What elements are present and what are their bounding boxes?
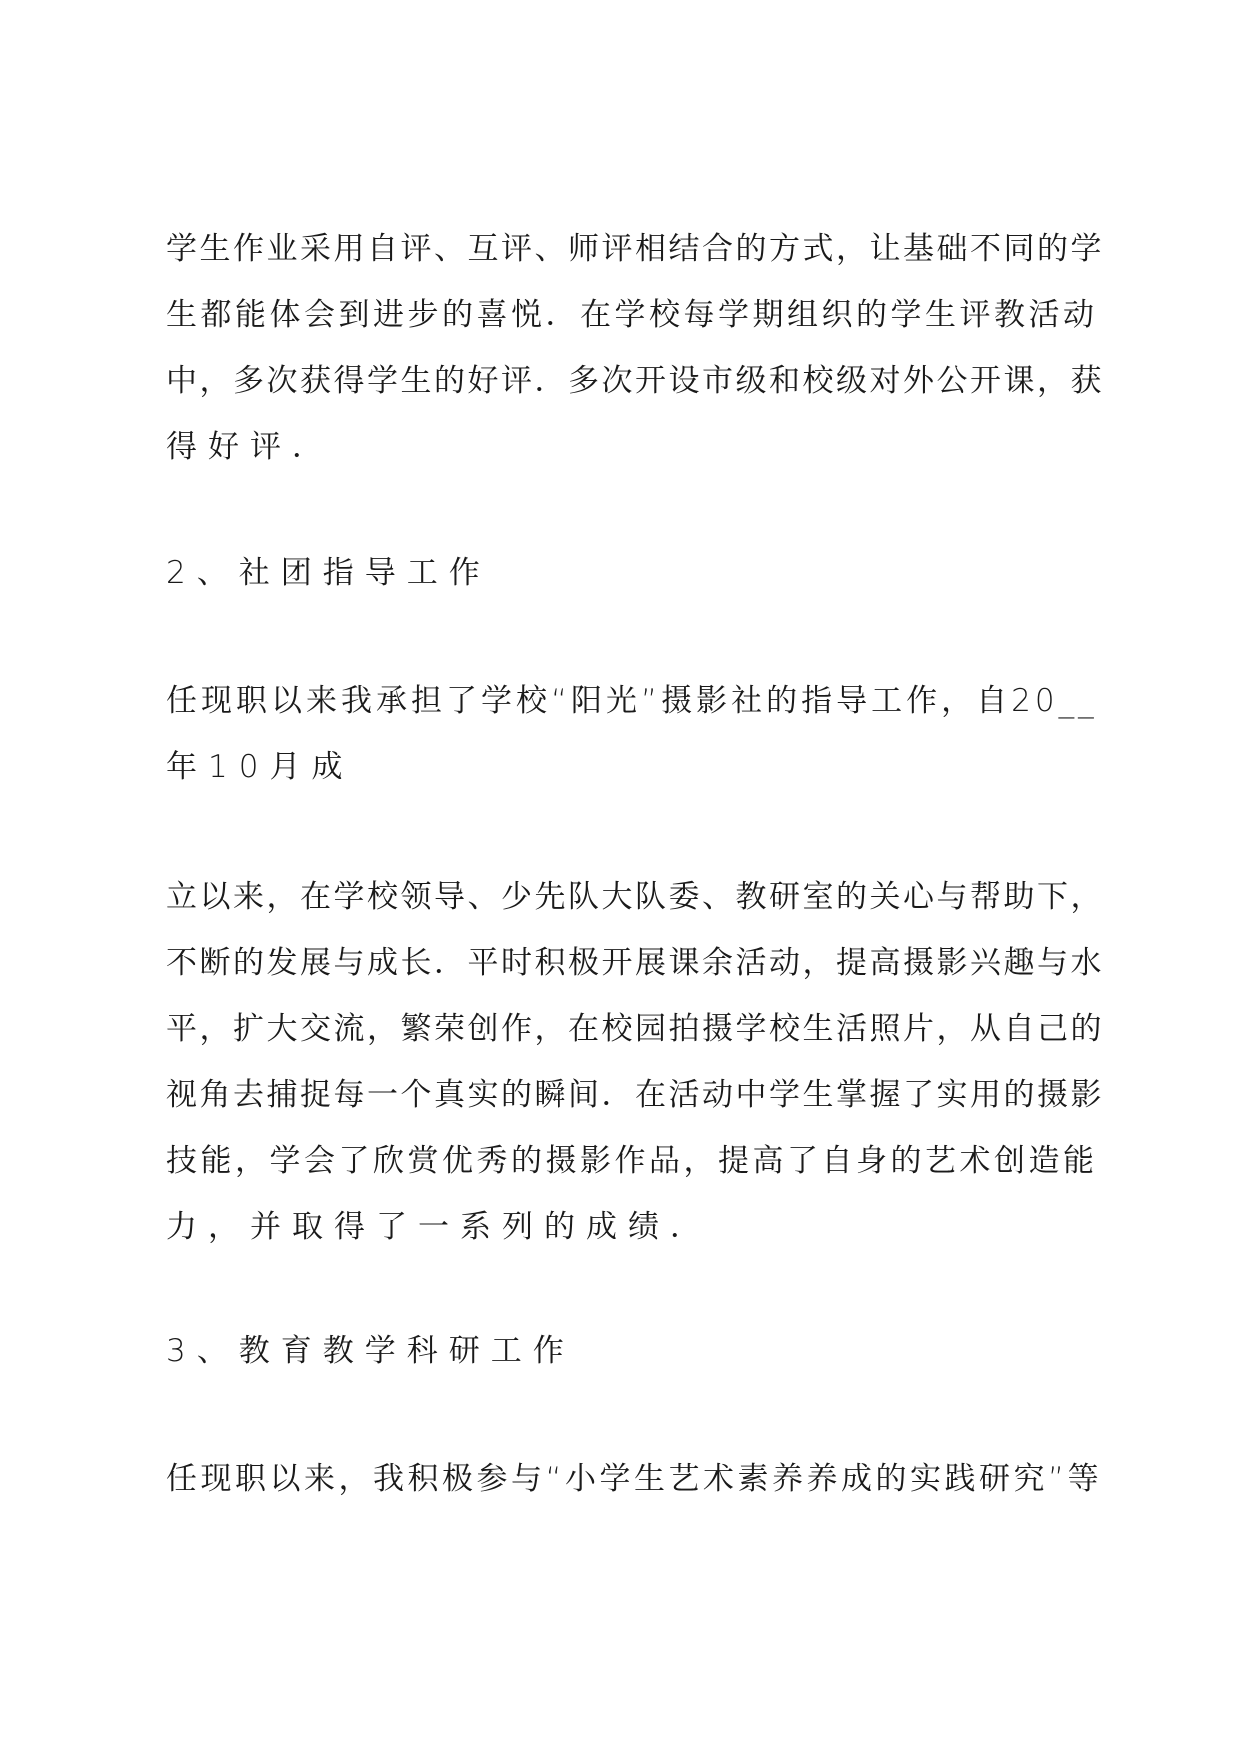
section-heading: 3、教育教学科研工作 — [166, 1333, 575, 1369]
text-line: 生都能体会到进步的喜悦．在学校每学期组织的学生评教活动 — [166, 297, 1098, 333]
text-line: 年10月成 — [166, 749, 354, 785]
text-line: 得好评． — [166, 429, 334, 465]
text-line: 技能，学会了欣赏优秀的摄影作品，提高了自身的艺术创造能 — [166, 1143, 1098, 1179]
text-line: 任现职以来，我积极参与“小学生艺术素养养成的实践研究”等 — [166, 1461, 1103, 1497]
text-line: 任现职以来我承担了学校“阳光”摄影社的指导工作，自20__ — [166, 683, 1098, 719]
section-heading: 2、社团指导工作 — [166, 555, 491, 591]
text-line: 视角去捕捉每一个真实的瞬间．在活动中学生掌握了实用的摄影 — [166, 1077, 1104, 1113]
text-line: 立以来，在学校领导、少先队大队委、教研室的关心与帮助下， — [166, 879, 1104, 915]
text-line: 学生作业采用自评、互评、师评相结合的方式，让基础不同的学 — [166, 231, 1104, 267]
text-line: 不断的发展与成长．平时积极开展课余活动，提高摄影兴趣与水 — [166, 945, 1104, 981]
text-line: 力，并取得了一系列的成绩． — [166, 1209, 712, 1245]
text-line: 平，扩大交流，繁荣创作，在校园拍摄学校生活照片，从自己的 — [166, 1011, 1104, 1047]
text-line: 中，多次获得学生的好评．多次开设市级和校级对外公开课，获 — [166, 363, 1104, 399]
